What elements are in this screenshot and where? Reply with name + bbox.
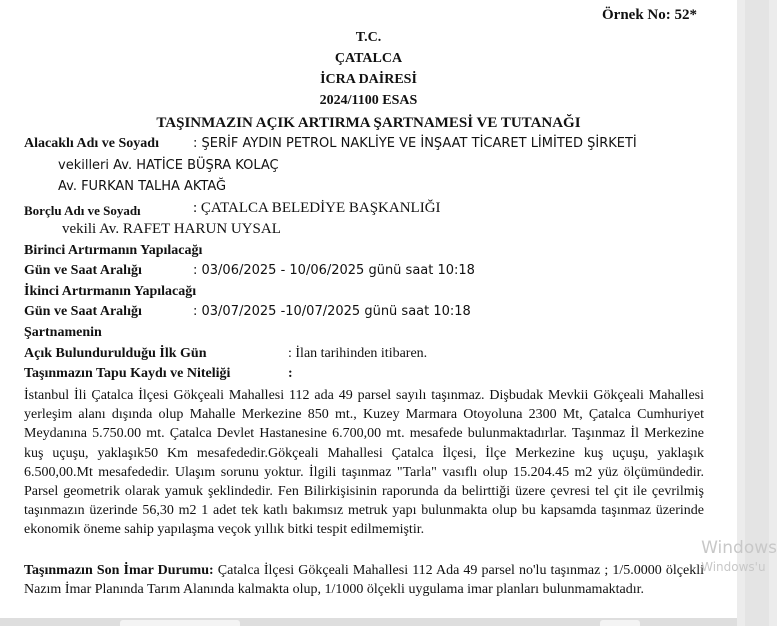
first-auction-date-label: Gün ve Saat Aralığı [24, 263, 142, 278]
example-number: Örnek No: 52* [602, 7, 697, 23]
creditor-lawyer-1: vekilleri Av. HATİCE BÜŞRA KOLAÇ [58, 158, 279, 173]
title-deed-colon: : [288, 366, 293, 381]
header-district: ÇATALCA [334, 51, 403, 66]
windows-activation-watermark [701, 538, 777, 574]
header-case-no: 2024/1100 ESAS [319, 93, 418, 108]
document-title: TAŞINMAZIN AÇIK ARTIRMA ŞARTNAMESİ VE TUTANAĞI [156, 115, 581, 131]
scrollbar-gutter[interactable] [737, 0, 777, 626]
title-deed-text: İstanbul İli Çatalca İlçesi Gökçeali Mahallesi 112 ada 49 parsel sayılı taşınmaz. Dişbudak Mevkii Gökçeali Mahallesi yerleşim alanı dışında olup Mahalle Merkezine 850 mt., Kuzey Marmara Otoyoluna 2300 Mt, Çatalca Cumhuriyet Meydanına 5.750.00 mt. Çatalca Devlet Hastanesine 6.700,00 mt. mesafede bulunmaktadırlar. Taşınmaz İl Merkezine kuş uçuşu, yaklaşık50 Km mesafededir.Gökçeali Mahallesi Çatalca İlçesi, İlçe Merkezine kuş uçuşu, yaklaşık 6.500,00.Mt mesafededir. Ulaşım sorunu yoktur. İlgili taşınmaz "Tarla" vasıflı olup 15.204.45 m2 yüz ölçümündedir. Parsel geometrik olarak yamuk şeklindedir. Fen Bilirkişisinin raporunda da belirttiği üzere çevresi tel çit ile çevrilmiş taşınmazın üzerinde 56,30 m2 1 adet tek katlı bakımsız metruk yapı bulunmakta olup bu kapsamda taşınmaz üzerinde ekonomik öneme sahip yapılaşma veçok yıllık bitki tespit edilmemiştir. [24, 388, 704, 538]
header-tc: T.C. [355, 30, 382, 45]
scrollbar-track[interactable] [745, 0, 769, 626]
creditor-value: : ŞERİF AYDIN PETROL NAKLİYE VE İNŞAAT TİCARET LİMİTED ŞİRKETİ [193, 136, 637, 151]
debtor-label: Borçlu Adı ve Soyadı [24, 203, 141, 218]
second-auction-date-value: : 03/07/2025 -10/07/2025 günü saat 10:18 [193, 304, 471, 319]
watermark-line-1: Windows [701, 538, 777, 558]
zoning-paragraph [24, 561, 704, 599]
first-auction-date-value: : 03/06/2025 - 10/06/2025 günü saat 10:18 [193, 263, 475, 278]
bottom-tab[interactable] [600, 620, 640, 626]
debtor-value: : ÇATALCA BELEDİYE BAŞKANLIĞI [193, 200, 441, 216]
specification-first-day-label: Açık Bulundurulduğu İlk Gün [24, 346, 207, 361]
second-auction-date-label: Gün ve Saat Aralığı [24, 304, 142, 319]
specification-label: Şartnamenin [24, 325, 102, 340]
specification-first-day-value: : İlan tarihinden itibaren. [288, 346, 428, 361]
bottom-tab[interactable] [120, 620, 240, 626]
header-office: İCRA DAİRESİ [320, 72, 417, 87]
zoning-label: Taşınmazın Son İmar Durumu: [24, 563, 214, 578]
zoning-text: Çatalca İlçesi Gökçeali Mahallesi 112 Ada 49 parsel no'lu taşınmaz ; 1/5.0000 ölçekli Nazım İmar Planında Tarım Alanında kalmakta olup, 1/1000 ölçekli uygulama imar planları bulunmamaktadır. [24, 563, 704, 598]
first-auction-label: Birinci Artırmanın Yapılacağı [24, 243, 203, 258]
creditor-lawyer-2: Av. FURKAN TALHA AKTAĞ [58, 179, 227, 194]
title-deed-label: Taşınmazın Tapu Kaydı ve Niteliği [24, 366, 231, 381]
second-auction-label: İkinci Artırmanın Yapılacağı [24, 284, 197, 299]
bottom-toolbar-strip [0, 618, 737, 626]
watermark-line-2: Windows'u [701, 560, 766, 574]
creditor-label: Alacaklı Adı ve Soyadı [24, 136, 159, 151]
debtor-lawyer: vekili Av. RAFET HARUN UYSAL [62, 221, 281, 237]
